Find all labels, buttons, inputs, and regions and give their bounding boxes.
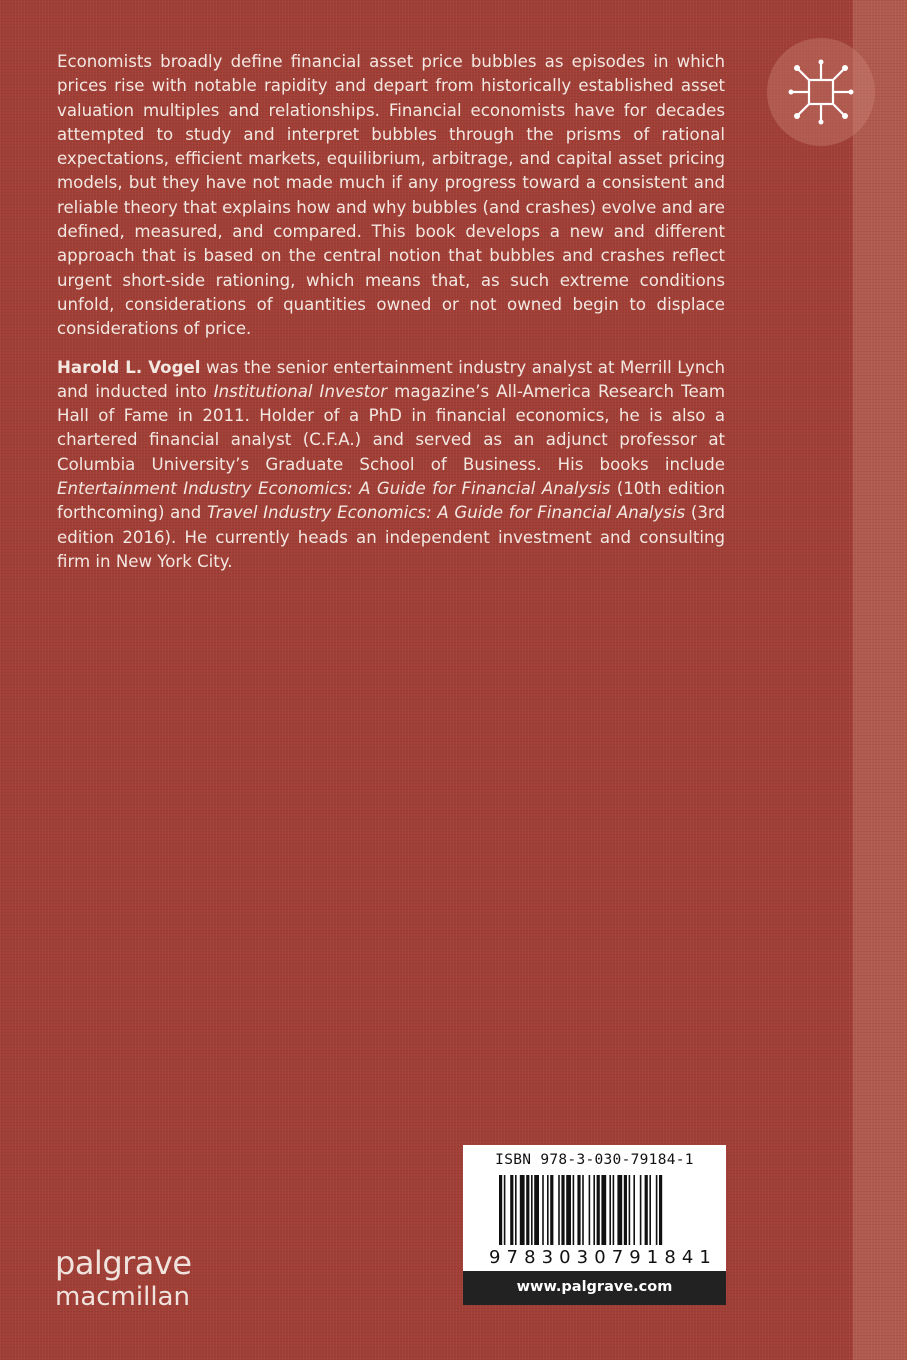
barcode-bar	[624, 1175, 627, 1245]
isbn-label: ISBN 978-3-030-79184-1	[495, 1152, 694, 1168]
publisher-line-2: macmillan	[55, 1282, 190, 1312]
bio-text-1: was the senior entertainment industry analyst at Merrill Lynch and inducted into	[57, 357, 725, 401]
barcode-bar	[577, 1175, 580, 1245]
barcode-digits	[489, 1247, 711, 1268]
barcode-bar	[520, 1175, 525, 1245]
barcode-bar	[547, 1175, 549, 1245]
barcode-bar	[649, 1175, 651, 1245]
publisher-line-1: palgrave	[55, 1244, 192, 1282]
barcode-digit: 0	[559, 1247, 571, 1268]
barcode-digit: 9	[629, 1247, 641, 1268]
barcode-bar	[499, 1175, 502, 1245]
book-description: Economists broadly define financial asset price bubbles as episodes in which prices rise with notable rapidity and depart from historically established asset valuation multiples and relationships. Financial economists have for decades attempted to study and interpret bubbles through the prisms of rational expectations, efficient markets, equilibrium, arbitrage, and capital asset pricing models, but they have not made much if any progress toward a consistent and reliable theory that explains how and why bubbles (and crashes) evolve and are defined, measured, and compared. This book develops a new and different approach that is based on the central notion that bubbles and crashes reflect urgent short-side rationing, which means that, as such extreme conditions unfold, considerations of quantities owned or not owned begin to displace considerations of price.	[57, 52, 725, 339]
barcode-bar	[617, 1175, 622, 1245]
publisher-logo	[55, 1245, 192, 1313]
barcode-bar	[515, 1175, 517, 1245]
author-name: Harold L. Vogel	[57, 357, 201, 377]
barcode-bar	[613, 1175, 615, 1245]
barcode-bar	[633, 1175, 635, 1245]
barcode-bar	[510, 1175, 513, 1245]
barcode-digit: 1	[646, 1247, 659, 1268]
barcode-digit: 7	[611, 1247, 624, 1268]
barcode-bar	[609, 1175, 611, 1245]
barcode-digit: 1	[699, 1247, 711, 1268]
barcode-bar	[504, 1175, 506, 1245]
barcode-bar	[542, 1175, 544, 1245]
barcode-box	[463, 1145, 726, 1305]
barcode-bar	[573, 1175, 575, 1245]
barcode-digit: 3	[576, 1247, 589, 1268]
barcode-bar	[656, 1175, 658, 1245]
barcode-bar	[597, 1175, 600, 1245]
barcode-digit: 8	[524, 1247, 536, 1268]
barcode-digit: 8	[664, 1247, 676, 1268]
barcode-bar	[659, 1175, 662, 1245]
barcode-digit: 7	[506, 1247, 518, 1268]
barcode-bar	[561, 1175, 564, 1245]
barcode-digit: 3	[541, 1247, 554, 1268]
barcode-bar	[640, 1175, 642, 1245]
barcode-bar	[601, 1175, 606, 1245]
barcode-bar	[550, 1175, 553, 1245]
bio-text-2: magazine’s All-America Research Team Hall of Fame in 2011. Holder of a PhD in financial economics, he is also a chartered financial analyst (C.F.A.) and served as an adjunct professor at Columbia University’s Graduate School of Business. His books include	[57, 381, 725, 474]
barcode-bar	[566, 1175, 571, 1245]
barcode-bars	[499, 1175, 691, 1245]
barcode-bar	[589, 1175, 591, 1245]
bio-italic-3: Travel Industry Economics: A Guide for Financial Analysis	[207, 503, 686, 523]
barcode-bar	[593, 1175, 595, 1245]
author-bio	[57, 356, 725, 575]
barcode-bar	[526, 1175, 529, 1245]
barcode-digit: 4	[681, 1247, 694, 1268]
palgrave-network-icon	[781, 52, 861, 132]
spine-strip	[853, 0, 907, 1360]
palgrave-logo-badge	[767, 38, 875, 146]
bio-italic-2: Entertainment Industry Economics: A Guide for Financial Analysis	[57, 479, 611, 499]
barcode-bar	[629, 1175, 631, 1245]
barcode-digit: 9	[489, 1247, 501, 1268]
barcode-bar	[558, 1175, 560, 1245]
bio-italic-1: Institutional Investor	[213, 381, 388, 401]
barcode-bar	[534, 1175, 539, 1245]
barcode-bar	[645, 1175, 648, 1245]
barcode-bar	[531, 1175, 533, 1245]
barcode-digit: 0	[594, 1247, 606, 1268]
barcode-bar	[582, 1175, 584, 1245]
bio-text-4: (3rd edition 2016). He currently heads an independent investment and consulting firm in New York City.	[57, 503, 725, 571]
publisher-website: www.palgrave.com	[463, 1271, 726, 1305]
bio-text-3: (10th edition forthcoming) and	[57, 479, 725, 523]
back-cover-text	[57, 50, 725, 574]
